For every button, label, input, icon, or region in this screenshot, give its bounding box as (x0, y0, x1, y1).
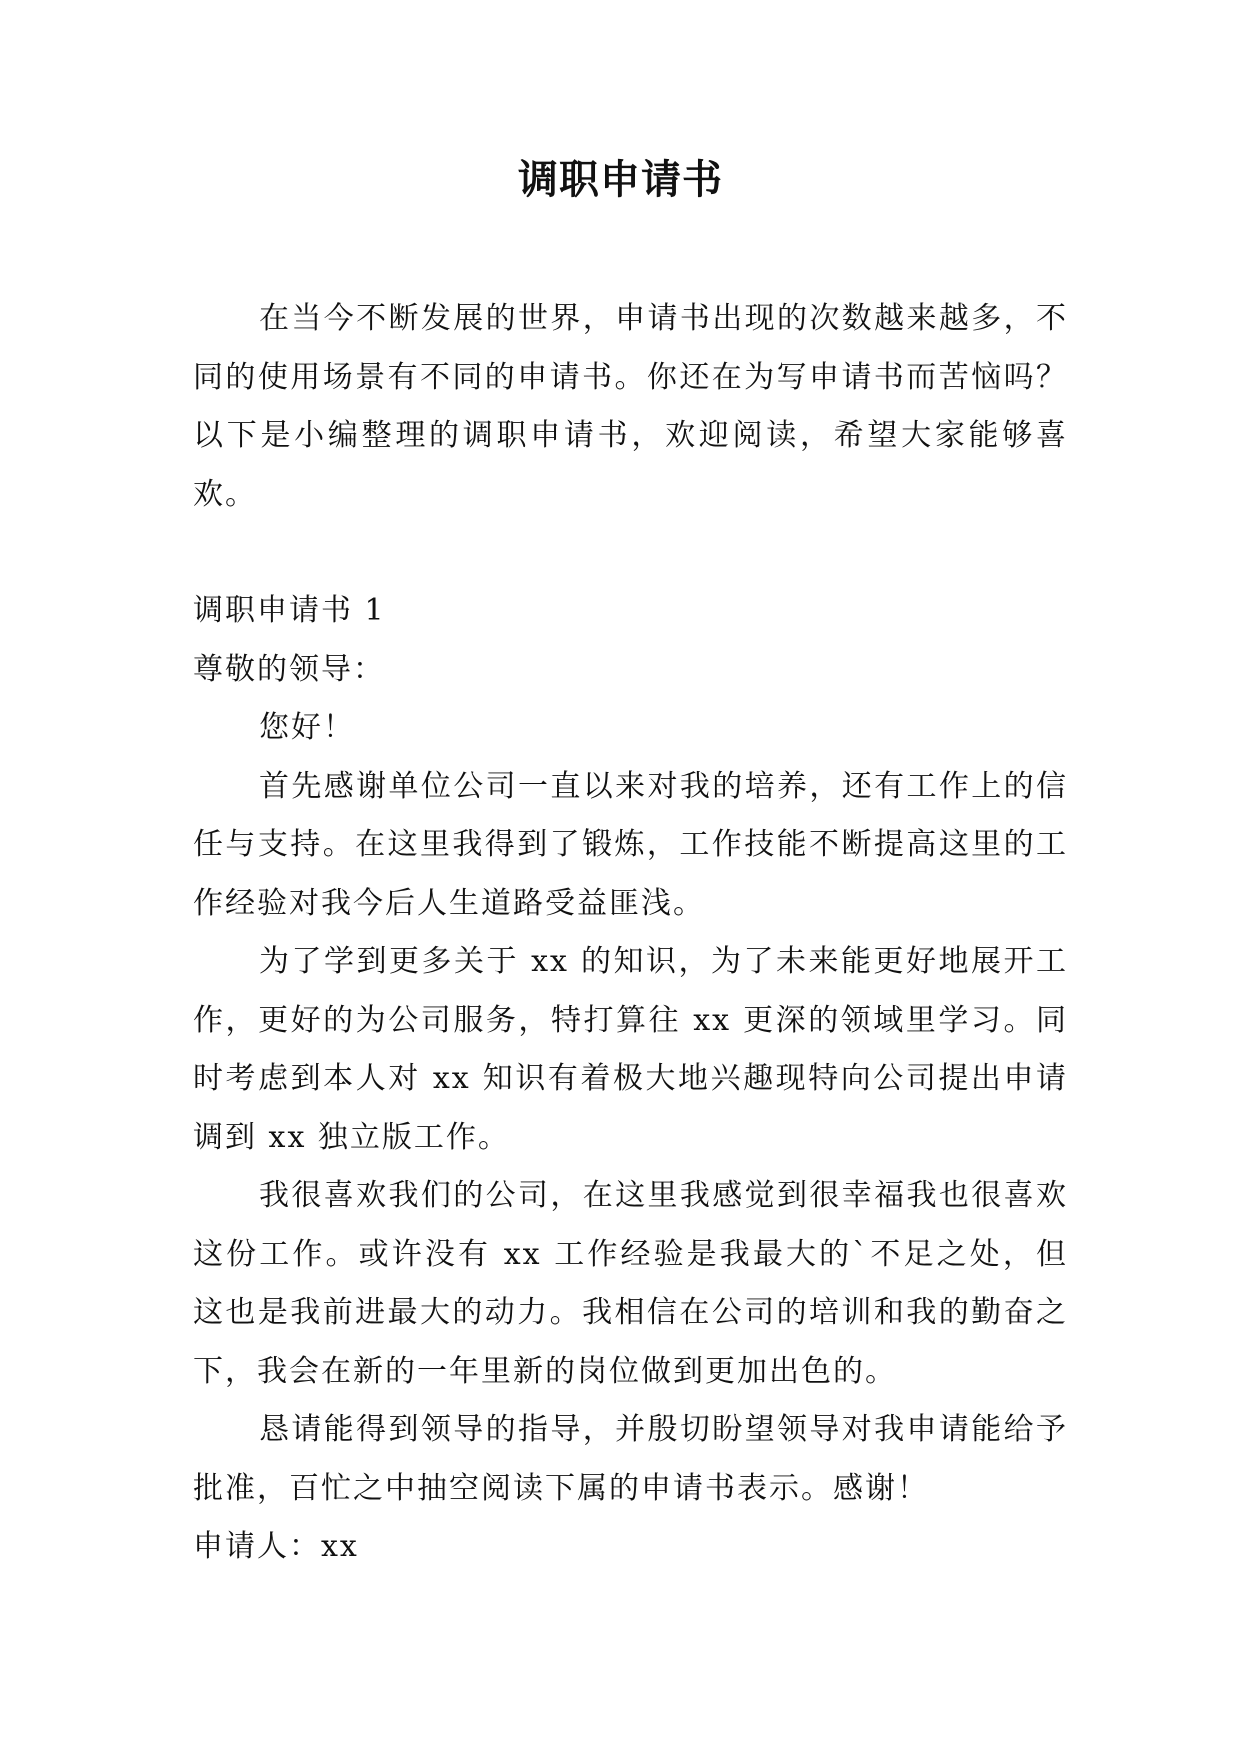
body-paragraph-2: 为了学到更多关于 xx 的知识，为了未来能更好地展开工作，更好的为公司服务，特打算往 xx 更深的领域里学习。同时考虑到本人对 xx 知识有着极大地兴趣现特向公司提出申请调到 xx 独立版工作。 (193, 944, 1068, 1155)
document-body (193, 290, 1068, 1577)
body-paragraph-4: 恳请能得到领导的指导，并殷切盼望领导对我申请能给予批准，百忙之中抽空阅读下属的申请书表示。感谢！ (193, 1412, 1068, 1506)
signature: 申请人：xx (193, 1529, 359, 1564)
salutation: 尊敬的领导： (193, 651, 385, 687)
intro-paragraph: 在当今不断发展的世界，申请书出现的次数越来越多，不同的使用场景有不同的申请书。你还在为写申请书而苦恼吗？以下是小编整理的调职申请书，欢迎阅读，希望大家能够喜欢。 (193, 301, 1068, 512)
section-heading: 调职申请书 1 (193, 593, 386, 628)
body-paragraph-3: 我很喜欢我们的公司，在这里我感觉到很幸福我也很喜欢这份工作。或许没有 xx 工作经验是我最大的`不足之处，但这也是我前进最大的动力。我相信在公司的培训和我的勤奋之下，我会在新的一年里新的岗位做到更加出色的。 (193, 1178, 1068, 1389)
body-paragraph-1: 首先感谢单位公司一直以来对我的培养，还有工作上的信任与支持。在这里我得到了锻炼，工作技能不断提高这里的工作经验对我今后人生道路受益匪浅。 (193, 768, 1068, 921)
paragraph-gap (193, 524, 1068, 582)
document-title: 调职申请书 (518, 157, 723, 203)
greeting: 您好！ (259, 710, 355, 745)
